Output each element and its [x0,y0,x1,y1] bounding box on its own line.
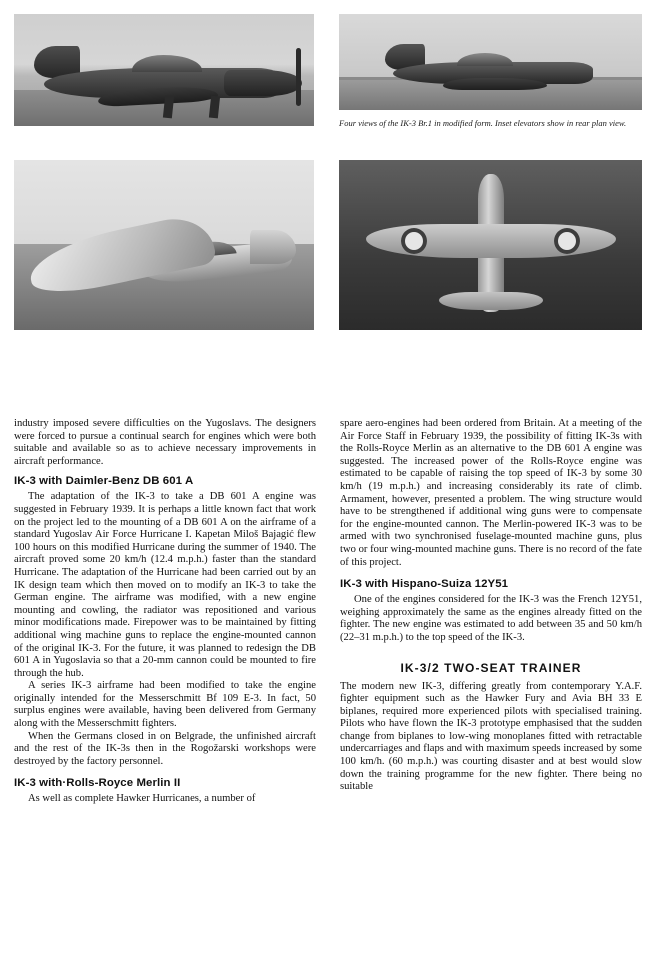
paragraph-db601-1: The adaptation of the IK-3 to take a DB 601 A engine was suggested in February 1939. It is perhaps a little known fact that work on the project led to the mounting of a DB 601 A on the airframe of a standard Yugoslav Air Force Hurricane I. Kapetan Miloš Bajagić flew 100 hours on this modified Hurricane during the summer of 1940. The aircraft proved some 20 km/h (12.4 m.p.h.) faster than the standard Hurricane. The adaptation of the Hurricane had been carried out by an IK design team which then moved on to modify an IK-3 to take the German engine. The airframe was modified, with a new engine mounting and cowling, the radiator was repositioned and various minor modifications made. Firepower was to be maintained by fitting additional wing machine guns to replace the engine-mounted cannon of the original IK-3. For the future, it was planned to redesign the DB 601 A in Yugoslavia so that a 20-mm cannon could be mounted to fire through the hub. [14,491,316,679]
paragraph-db601-3: When the Germans closed in on Belgrade, the unfinished aircraft and the rest of the IK-3s then in the Rogožarski workshops were destroyed by the factory personnel. [14,730,316,767]
aircraft-tail [250,230,296,264]
right-column [340,418,642,958]
heading-hispano: IK-3 with Hispano-Suiza 12Y51 [340,578,509,591]
roundel-icon [554,228,580,254]
paragraph-continued: industry imposed severe difficulties on the Yugoslavs. The designers were forced to pursue a continual search for engines which were both suitable and available so as to achieve necessary improvements in aircraft performance. [14,418,316,467]
heading-two-seat-trainer: IK-3/2 TWO-SEAT TRAINER [400,660,582,675]
photo-caption: Four views of the IK-3 Br.1 in modified form. Inset elevators show in rear plan view. [339,118,627,128]
paragraph-db601-2: A series IK-3 airframe had been modified to take the engine originally intended for the Messerschmitt Bf 109 E-3. In fact, 50 surplus engines were available, having been delivered from Germany along with the Messerschmitt fighters. [14,680,316,730]
heading-merlin: IK-3 with·Rolls-Royce Merlin II [14,777,181,790]
photo-ik3-plan-view-above [339,160,642,330]
left-column [14,418,316,958]
photo-block [0,0,656,400]
paragraph-merlin: As well as complete Hawker Hurricanes, a number of [28,793,256,805]
paragraph-trainer: The modern new IK-3, differing greatly from contemporary Y.A.F. fighter equipment such as the Hawker Fury and Avia BH 33 E biplanes, required more experienced pilots with specialised training. Pilots who have flown the IK-3 prototype emphasised that the sudden change from biplanes to low-wing monoplanes fitted with retractable undercarriages and flaps and with maximum speeds increased by some 100 km/h. (60 m.p.h.) was courting disaster and at best would slow down the training programme for the new fighter. There being no suitable [340,680,642,793]
photo-ik3-three-quarter-view [14,160,314,330]
aircraft-wing [443,78,547,90]
aircraft-nose [224,70,302,96]
aircraft-propeller [296,48,301,106]
heading-db601: IK-3 with Daimler-Benz DB 601 A [14,475,194,488]
paragraph-hispano: One of the engines considered for the IK-3 was the French 12Y51, weighing approximately the same as the engines already fitted on the fighter. The new engine was estimated to add between 35 and 50 km/h (22–31 m.p.h.) to the top speed of the IK-3. [340,594,642,643]
photo-ik3-side-view-ground [14,14,314,126]
paragraph-merlin-continued: spare aero-engines had been ordered from Britain. At a meeting of the Air Force Staff in February 1939, the possibility of fitting IK-3s with the Rolls-Royce Merlin as an alternative to the DB 601 A engine was suggested. The increased power of the Rolls-Royce engine was estimated to be capable of raising the top speed of IK-3 by some 30 km/h (19 m.p.h.) and increasing considerably its rate of climb. Armament, however, presented a problem. The wing structure would have to be strengthened if additional wing guns were to compensate for the engine-mounted cannon. The Merlin-powered IK-3 was to be armed with two synchronised fuselage-mounted machine guns, plus two or four wing-mounted machine guns. There is no record of the fate of this project. [340,418,642,568]
photo-ik3-front-quarter-field [339,14,642,110]
article-body [14,418,642,958]
aircraft-tailplane [439,292,543,310]
roundel-icon [401,228,427,254]
